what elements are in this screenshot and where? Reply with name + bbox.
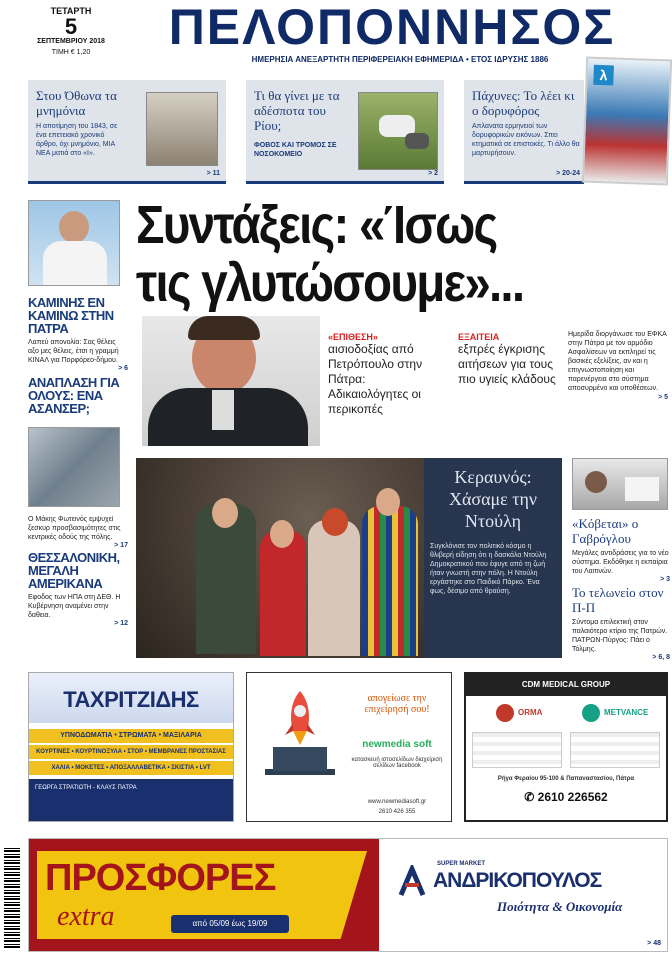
headline-line-2: τις γλυτώσουμε»... <box>136 253 524 313</box>
feature-title: Κεραυνός: Χάσαμε την Ντούλη <box>448 467 538 531</box>
price: ΤΙΜΗ € 1,20 <box>51 49 91 56</box>
ad-tagline: απογείωσε την επιχείρησή σου! <box>364 693 430 715</box>
ad-address: Ρήγα Φεραίου 95-100 & Παπαναστασίου, Πάτρα <box>497 776 635 782</box>
ad-url[interactable]: www.newmediasoft.gr <box>367 799 427 805</box>
store-logo-icon <box>397 865 427 899</box>
left-text: Λαπεύ απονολία: Σας θέλεις αξο μες θέλεις, έτσι η γραμμή ΚΙΝΑΛ για Πορφόρεο-δήμου. <box>28 339 119 364</box>
story-petropoulos[interactable] <box>328 332 432 417</box>
left-column <box>28 200 128 627</box>
magazine-logo-icon: λ <box>593 65 614 86</box>
right-text: Σύντομα επιλεκτική στον παλαιότερο κτίριο της Πατρών. ΠΑΤΡΩΝ-Πύργος: Πάει ο Τόλμης. <box>572 619 668 653</box>
offers-period: από 05/09 έως 19/09 <box>171 915 289 933</box>
headline-line-1: Συντάξεις: «Ίσως <box>136 195 497 255</box>
newspaper-title: ΠΕΛΟΠΟΝΝΗΣΟΣ <box>168 0 616 55</box>
supermarket-banner[interactable] <box>28 838 668 952</box>
brief-text: Ημερίδα διοργάνωσε του ΕΦΚΑ στην Πάτρα με τον αρμόδιο Ασφαλίσεων να εκπληρεί τις βασικές εξελίξεις, αν και η επιγνωστοποίηση και παρενέργεια στο σύστημα αποσυρμένο και υποθέσεων. <box>568 331 667 392</box>
teaser-page: > 2 <box>428 170 438 177</box>
left-text: Εφοδος των ΗΠΑ στη ΔΕΘ. Η Κυβέρνηση αναμένει στην δαθεια. <box>28 594 121 619</box>
offers-title: ΠΡΟΣΦΟΡΕΣ <box>45 857 276 899</box>
ad-desc: κατασκευή ιστοσελίδων διαχείριση σελίδων facebook <box>351 757 443 769</box>
brief-page: > 5 <box>658 394 668 401</box>
feature-story[interactable] <box>424 458 562 658</box>
engraving-image <box>146 92 218 166</box>
ad-phone: 2610 426 355 <box>378 809 416 815</box>
ad-brand-2: METVANCE <box>604 708 649 717</box>
ad-line: ΚΟΥΡΤΙΝΕΣ • ΚΟΥΡΤΙΝΟΞΥΛΑ • ΣΤΟΡ • ΜΕΜΒΡΑΝΕΣ ΠΡΟΣΤΑΣΙΑΣ <box>29 745 233 759</box>
teaser-satellite[interactable] <box>464 80 584 184</box>
teaser-otto[interactable] <box>28 80 226 184</box>
teaser-text: Απλανατα ερμηνειοί των δορυφορικών εικόνων. Σπει κτηματικά σε επιστοκές. Τι άλλο θα μαρτυρήσουν. <box>472 123 580 157</box>
newspaper-subtitle: ΗΜΕΡΗΣΙΑ ΑΝΕΞΑΡΤΗΤΗ ΠΕΡΙΦΕΡΕΙΑΚΗ ΕΦΗΜΕΡΙΔΑ • ΕΤΟΣ ΙΔΡΥΣΗΣ 1886 <box>251 55 549 64</box>
teaser-page: > 11 <box>206 170 220 177</box>
teaser-page: > 20-24 <box>556 170 580 177</box>
ad-brand-1: ORMA <box>518 708 543 717</box>
month-year: ΣΕΠΤΕΜΒΡΙΟΥ 2018 <box>37 38 105 45</box>
ad-title: CDM MEDICAL GROUP <box>466 674 666 696</box>
ad-contact: ΓΕΩΡΓΑ ΣΤΡΑΤΙΩΤΗ - ΚΛΑΥΣ ΠΑΤΡΑ <box>29 779 233 821</box>
offers-panel <box>29 839 379 951</box>
teaser-headline: Στου Όθωνα τα μνημόνια <box>36 88 117 118</box>
ad-newmediasoft[interactable] <box>246 672 452 822</box>
left-text: Ο Μάκης Φωτεινός εμψυχεί ξεσκυρ προσβασιμότητες στις κεντρικές οδούς της πόλης. <box>28 516 121 541</box>
date-block <box>28 6 114 56</box>
weekday: ΤΕΤΑΡΤΗ <box>50 6 92 16</box>
rocket-laptop-icon <box>257 683 343 803</box>
phone-icon: ✆ <box>524 790 538 804</box>
ad-phone <box>470 790 662 804</box>
teaser-text: Η αποτίμηση του 1843, σε ένα επετειακό χρονικό άρθρο, όχι μνημόνιο, ΜΙΑ ΝΕΑ ματιά στο «Ι». <box>36 123 118 157</box>
right-page: > 3 <box>660 576 670 583</box>
gavroglou-photo <box>572 458 668 510</box>
story-body: εξπρές έγκρισης αιτήσεων για τους πιο υγιείς κλάδους <box>458 342 556 386</box>
left-page: > 6 <box>118 365 128 372</box>
left-headline: ΘΕΣΣΑΛΟΝΙΚΗ, ΜΕΓΑΛΗ ΑΜΕΡΙΚΑΝΑ <box>28 550 120 591</box>
teaser-strays[interactable] <box>246 80 444 184</box>
left-headline: ΚΑΜΙΝΗΣ ΕΝ ΚΑΜΙΝΩ ΣΤΗΝ ΠΑΤΡΑ <box>28 295 114 336</box>
left-page: > 17 <box>114 542 128 549</box>
feature-text: Συγκλόνισε τον πολιτικό κόσμο η θλιβερή είδηση ότι η δασκάλα Ντούλη Δημοκρατικού που έφυγε από τη ζωή ήταν γνωστή στην πόλη. Η Ντούλη εργάστηκε στο Παιδικό Πάρκο. Ένα φως, δέσιμο από θραύση. <box>430 543 547 595</box>
store-subtitle: SUPER MARKET <box>437 861 486 867</box>
barcode <box>4 848 20 948</box>
minister-photo <box>142 316 320 446</box>
metvance-logo-icon <box>582 704 600 722</box>
ad-brand: ΤΑΧΡΙΤΖΙΔΗΣ <box>63 687 199 712</box>
banner-page: > 48 <box>647 940 661 947</box>
ad-tachritzidis[interactable] <box>28 672 234 822</box>
story-approval[interactable] <box>458 332 558 387</box>
date-number: 5 <box>64 14 78 39</box>
elevator-photo <box>28 427 120 507</box>
store-name: ΑΝΔΡΙΚΟΠΟΥΛΟΣ <box>433 869 602 892</box>
orma-logo-icon <box>496 704 514 722</box>
dogs-photo <box>358 92 438 170</box>
story-kicker: «ΕΠΙΘΕΣΗ» <box>328 332 378 342</box>
ad-phone-number: 2610 226562 <box>537 790 608 804</box>
right-page: > 6, 8 <box>652 654 670 661</box>
story-kicker: ΕΞΑΙΤΕΙΑ <box>458 332 500 342</box>
right-text: Μεγάλες αντιδράσεις για το νέο σύστημα. Εκδόθηκε η εκπαίρια του Λαιτινών. <box>572 550 669 575</box>
left-page: > 12 <box>114 620 128 627</box>
offers-extra: extra <box>57 901 115 932</box>
left-headline: ΑΝΑΠΛΑΣΗ ΓΙΑ ΟΛΟΥΣ: ΕΝΑ ΑΣΑΝΣΕΡ; <box>28 375 120 416</box>
story-body: αισιοδοξίας από Πετρόπουλο στην Πάτρα: Αδικαιολόγητες οι περικοπές <box>328 342 423 416</box>
ad-brand: newmedia soft <box>362 739 432 750</box>
magazine-cover-thumbnail <box>582 57 672 186</box>
teaser-kicker: ΦΟΒΟΣ ΚΑΙ ΤΡΟΜΟΣ ΣΕ ΝΟΣΟΚΟΜΕΙΟ <box>254 142 337 158</box>
teaser-headline: Τι θα γίνει με τα αδέσποτα του Ρίου; <box>254 88 340 133</box>
ad-line: ΧΑΛΙΑ • ΜΟΚΕΤΕΣ • ΑΠΟΞΑΛΛΑΒΕΤΙΚΑ • ΣΚΙΣΤΙΑ • LVT <box>29 761 233 775</box>
main-headline[interactable] <box>136 196 602 312</box>
ad-cdm-medical[interactable] <box>464 672 668 822</box>
kaminis-photo <box>28 200 120 286</box>
efka-brief <box>568 330 668 402</box>
teaser-headline: Πάχυνες: Το λέει κι ο δορυφόρος <box>472 88 575 118</box>
right-column <box>572 458 670 661</box>
right-headline: Το τελωνείο στον Π-Π <box>572 585 664 615</box>
ad-line: ΥΠΝΟΔΩΜΑΤΙΑ • ΣΤΡΩΜΑΤΑ • ΜΑΞΙΛΑΡΙΑ <box>29 729 233 743</box>
right-headline: «Κόβεται» ο Γαβρόγλου <box>572 516 639 546</box>
store-slogan: Ποιότητα & Οικονομία <box>497 899 623 914</box>
